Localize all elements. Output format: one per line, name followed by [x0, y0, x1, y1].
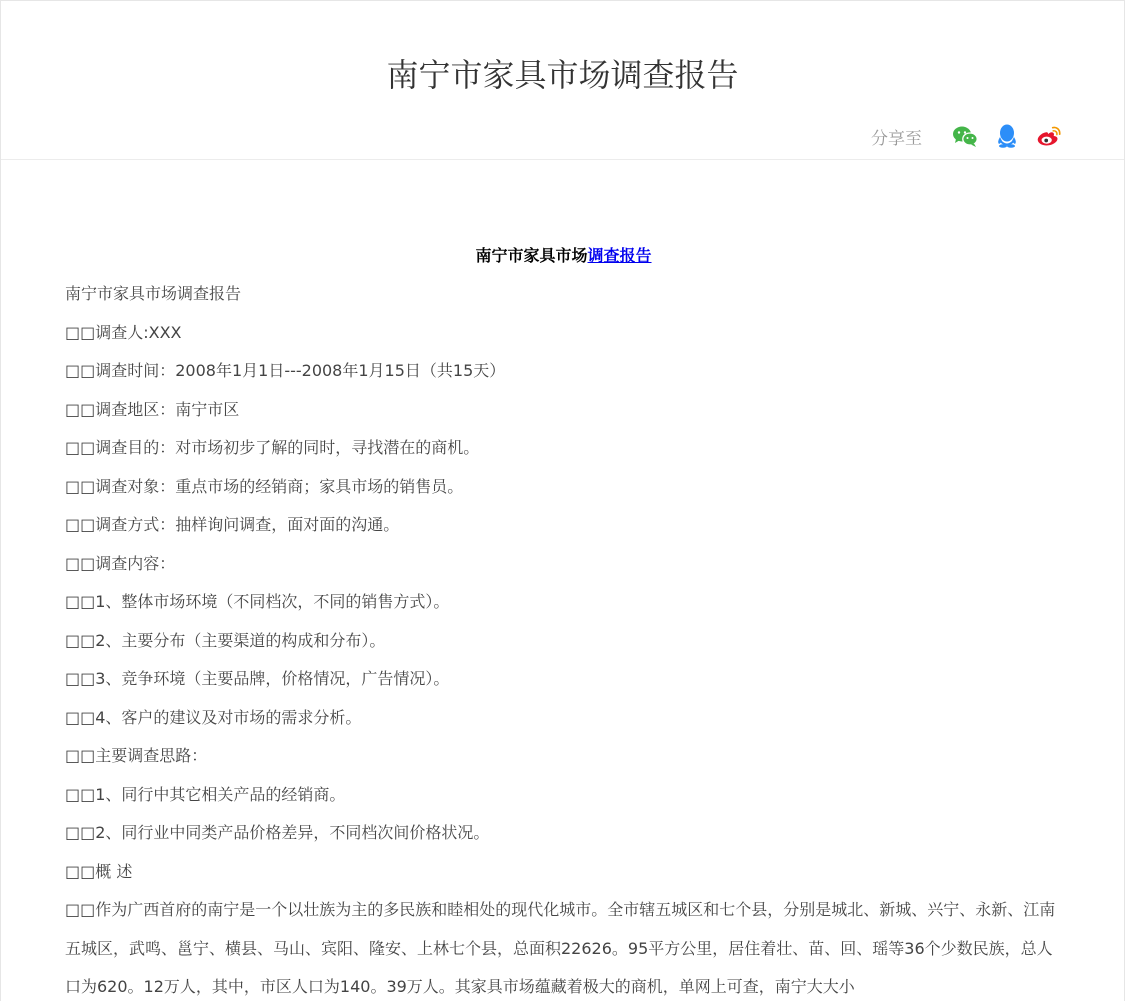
- article-header: [1, 1, 1124, 160]
- document-heading: [65, 244, 1062, 268]
- share-label: 分享至: [871, 128, 922, 149]
- paragraph-idea-2: □□2、同行业中同类产品价格差异，不同档次间价格状况。: [65, 823, 490, 842]
- paragraph-surveyor: □□调查人:XXX: [65, 322, 182, 342]
- paragraph-content-3: □□3、竞争环境（主要品牌，价格情况，广告情况）。: [65, 669, 450, 688]
- paragraph-content-1: □□1、整体市场环境（不同档次，不同的销售方式）。: [65, 592, 450, 611]
- paragraph-title: 南宁市家具市场调查报告: [65, 284, 242, 303]
- paragraph-overview-body: □□作为广西首府的南宁是一个以壮族为主的多民族和睦相处的现代化城市。全市辖五城区和七个县，分别是城北、新城、兴宁、永新、江南五城区，武鸣、邕宁、横县、马山、宾阳、隆安、上林七个县，总面积22626。95平方公里，居住着壮、苗、回、瑶等36个少数民族，总人口为620。12万人，其中，市区人口为140。39万人。其家具市场蕴藏着极大的商机，单网上可查，南宁大大小: [65, 900, 1056, 996]
- document-heading-text: 南宁市家具市场: [475, 246, 588, 265]
- paragraph-main-ideas: □□主要调查思路：: [65, 746, 208, 765]
- paragraph-idea-1: □□1、同行中其它相关产品的经销商。: [65, 784, 346, 804]
- paragraph-overview-heading: □□概 述: [65, 861, 133, 881]
- page-title: 南宁市家具市场调查报告: [386, 56, 739, 94]
- paragraph-content-2: □□2、主要分布（主要渠道的构成和分布）。: [65, 630, 386, 650]
- paragraph-survey-purpose: □□调查目的：对市场初步了解的同时，寻找潜在的商机。: [65, 438, 480, 457]
- paragraph-survey-time: □□调查时间：2008年1月1日---2008年1月15日（共15天）: [65, 361, 506, 380]
- wechat-icon[interactable]: [952, 123, 978, 149]
- article-content: [1, 244, 1124, 1001]
- paragraph-survey-area: □□调查地区：南宁市区: [65, 399, 240, 419]
- paragraph-survey-method: □□调查方式：抽样询问调查，面对面的沟通。: [65, 515, 400, 534]
- paragraph-survey-target: □□调查对象：重点市场的经销商；家具市场的销售员。: [65, 476, 464, 496]
- share-bar: [871, 121, 1062, 151]
- paragraph-content-4: □□4、客户的建议及对市场的需求分析。: [65, 707, 362, 727]
- weibo-icon[interactable]: [1036, 123, 1062, 149]
- qq-icon[interactable]: [994, 123, 1020, 149]
- report-link[interactable]: 调查报告: [587, 246, 652, 265]
- paragraph-survey-content: □□调查内容：: [65, 553, 176, 573]
